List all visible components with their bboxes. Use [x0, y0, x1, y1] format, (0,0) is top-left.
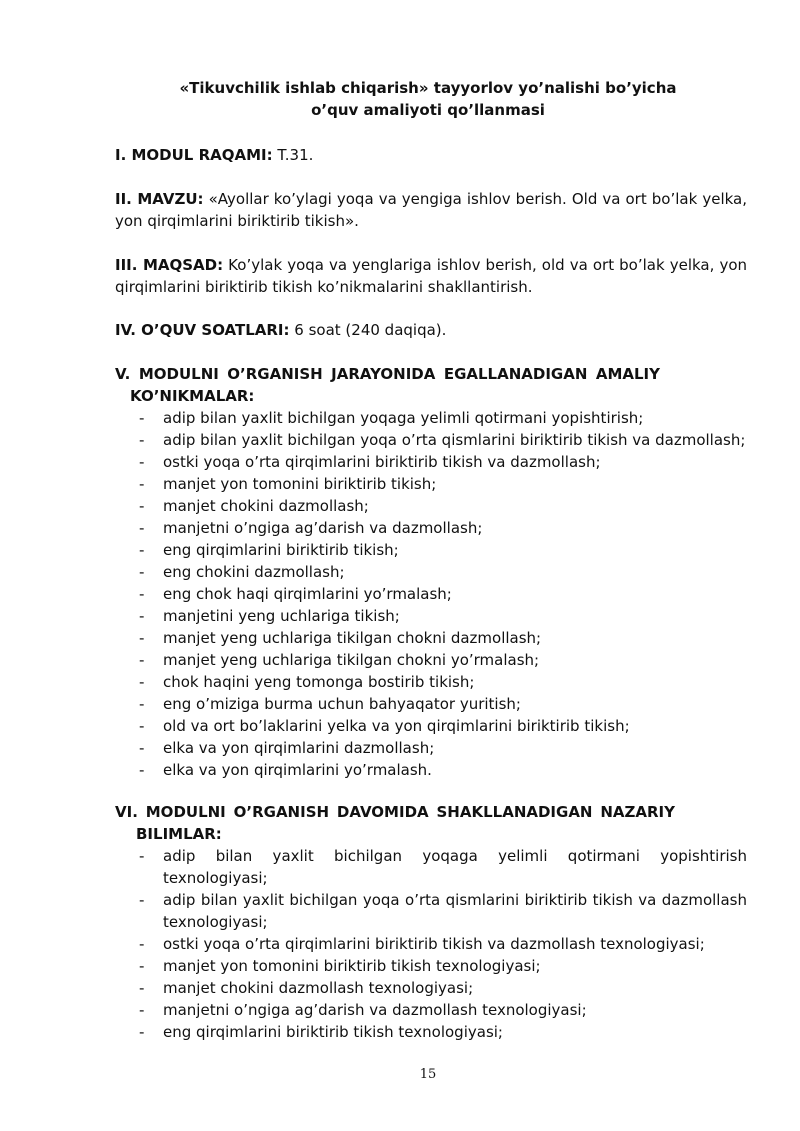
- list-item: - elka va yon qirqimlarini yo’rmalash.: [115, 759, 747, 781]
- list-item: - eng qirqimlarini biriktirib tikish texnologiyasi;: [115, 1021, 747, 1043]
- list-item: - elka va yon qirqimlarini dazmollash;: [115, 737, 747, 759]
- list-item: - eng chokini dazmollash;: [115, 561, 747, 583]
- title-line-1: «Tikuvchilik ishlab chiqarish» tayyorlov yo’nalishi bo’yicha: [179, 79, 677, 97]
- section-label: IV. O’QUV SOATLARI:: [115, 321, 290, 339]
- list-item: - eng o’miziga burma uchun bahyaqator yuritish;: [115, 693, 747, 715]
- list-item: - old va ort bo’laklarini yelka va yon qirqimlarini biriktirib tikish;: [115, 715, 747, 737]
- amaliy-items-list: [115, 407, 747, 781]
- section-text: Ko’ylak yoqa va yenglariga ishlov berish, old va ort bo’lak yelka, yon qirqimlarini biriktirib tikish ko’nikmalarini shakllantirish.: [115, 256, 747, 296]
- list-item: - eng chok haqi qirqimlarini yo’rmalash;: [115, 583, 747, 605]
- section-text: 6 soat (240 daqiqa).: [289, 321, 447, 339]
- document-title: [110, 77, 746, 121]
- section-nazariy-list: [115, 823, 747, 1043]
- list-item: - adip bilan yaxlit bichilgan yoqaga yelimli qotirmani yopishtirish;: [115, 407, 747, 429]
- list-item: - adip bilan yaxlit bichilgan yoqa o’rta qismlarini biriktirib tikish va dazmollash texnologiyasi;: [115, 889, 747, 933]
- list-item: - ostki yoqa o’rta qirqimlarini biriktirib tikish va dazmollash;: [115, 451, 747, 473]
- section-heading: V. MODULNI O’RGANISH JARAYONIDA EGALLANADIGAN AMALIY: [115, 365, 660, 383]
- list-item: - chok haqini yeng tomonga bostirib tikish;: [115, 671, 747, 693]
- section-modul-raqami: [115, 144, 747, 166]
- list-item: - manjet yeng uchlariga tikilgan chokni dazmollash;: [115, 627, 747, 649]
- section-oquv-soatlari: [115, 319, 747, 341]
- page-number: 15: [419, 1067, 437, 1082]
- section-amaliy-list: [115, 385, 747, 781]
- section-text: «Ayollar ko’ylagi yoqa va yengiga ishlov berish. Old va ort bo’lak yelka, yon qirqimlarini biriktirib tikish».: [115, 190, 747, 230]
- list-item: - ostki yoqa o’rta qirqimlarini biriktirib tikish va dazmollash texnologiyasi;: [115, 933, 747, 955]
- list-item: - manjetini yeng uchlariga tikish;: [115, 605, 747, 627]
- list-item: - manjet yon tomonini biriktirib tikish texnologiyasi;: [115, 955, 747, 977]
- section-amaliy-konikmalar: [115, 363, 660, 385]
- section-maqsad: [115, 254, 747, 298]
- list-item: - adip bilan yaxlit bichilgan yoqa o’rta qismlarini biriktirib tikish va dazmollash;: [115, 429, 747, 451]
- list-item: - manjetni o’ngiga ag’darish va dazmollash;: [115, 517, 747, 539]
- section-label: I. MODUL RAQAMI:: [115, 146, 273, 164]
- section-mavzu: [115, 188, 747, 232]
- section-heading: VI. MODULNI O’RGANISH DAVOMIDA SHAKLLANADIGAN NAZARIY: [115, 803, 675, 821]
- section-text: T.31.: [272, 146, 314, 164]
- section-label: II. MAVZU:: [115, 190, 204, 208]
- nazariy-items-list: [115, 845, 747, 1043]
- list-item: - manjet chokini dazmollash texnologiyasi;: [115, 977, 747, 999]
- list-item: - manjetni o’ngiga ag’darish va dazmollash texnologiyasi;: [115, 999, 747, 1021]
- section-heading-continued: KO’NIKMALAR:: [130, 387, 255, 405]
- section-nazariy-bilimlar: [115, 801, 675, 823]
- list-item: - manjet yon tomonini biriktirib tikish;: [115, 473, 747, 495]
- list-item: - manjet yeng uchlariga tikilgan chokni yo’rmalash;: [115, 649, 747, 671]
- list-item: - adip bilan yaxlit bichilgan yoqaga yelimli qotirmani yopishtirish texnologiyasi;: [115, 845, 747, 889]
- title-line-2: o’quv amaliyoti qo’llanmasi: [311, 101, 545, 119]
- section-heading-continued: BILIMLAR:: [136, 825, 222, 843]
- section-label: III. MAQSAD:: [115, 256, 224, 274]
- list-item: - manjet chokini dazmollash;: [115, 495, 747, 517]
- list-item: - eng qirqimlarini biriktirib tikish;: [115, 539, 747, 561]
